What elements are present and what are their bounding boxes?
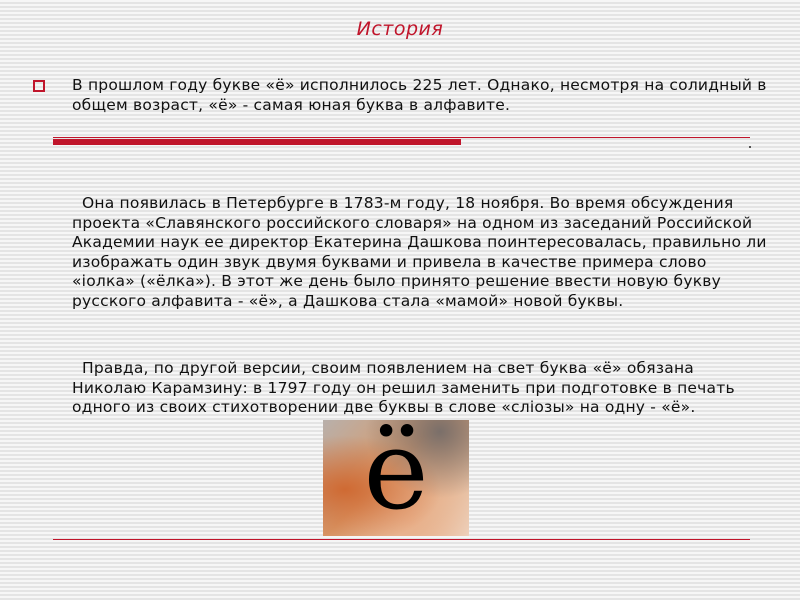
alternative-version-paragraph bbox=[72, 359, 772, 418]
letter-yo-glyph: ё bbox=[363, 420, 429, 534]
divider-dot bbox=[749, 146, 751, 148]
intro-paragraph: В прошлом году букве «ё» исполнилось 225 лет. Однако, несмотря на солидный в общем возраст, «ё» - самая юная буква в алфавите. bbox=[72, 76, 767, 114]
alternative-version-paragraph-text: Правда, по другой версии, своим появлением на свет буква «ё» обязана Николаю Карамзину: в 1797 году он решил заменить при подготовке в печать одного из своих стихотворении две буквы в слове «слiозы» на одну - «ё». bbox=[72, 359, 735, 416]
divider-thick-bar bbox=[53, 139, 461, 145]
history-paragraph-text: Она появилась в Петербурге в 1783-м году, 18 ноября. Во время обсуждения проекта «Славянского российского словаря» на одном из заседаний Российской Академии наук ее директор Екатерина Дашкова поинтересовалась, правильно ли изображать один звук двумя буквами и привела в качестве примера слово «iолка» («ёлка»). В этот же день было принято решение ввести новую букву русского алфавита - «ё», а Дашкова стала «мамой» новой буквы. bbox=[72, 194, 767, 310]
letter-yo-image bbox=[323, 420, 469, 536]
bottom-divider-line bbox=[53, 539, 750, 540]
slide-title: История bbox=[356, 18, 444, 40]
square-bullet-icon bbox=[33, 80, 45, 92]
divider-thin-line bbox=[53, 137, 750, 138]
history-paragraph bbox=[72, 194, 772, 311]
